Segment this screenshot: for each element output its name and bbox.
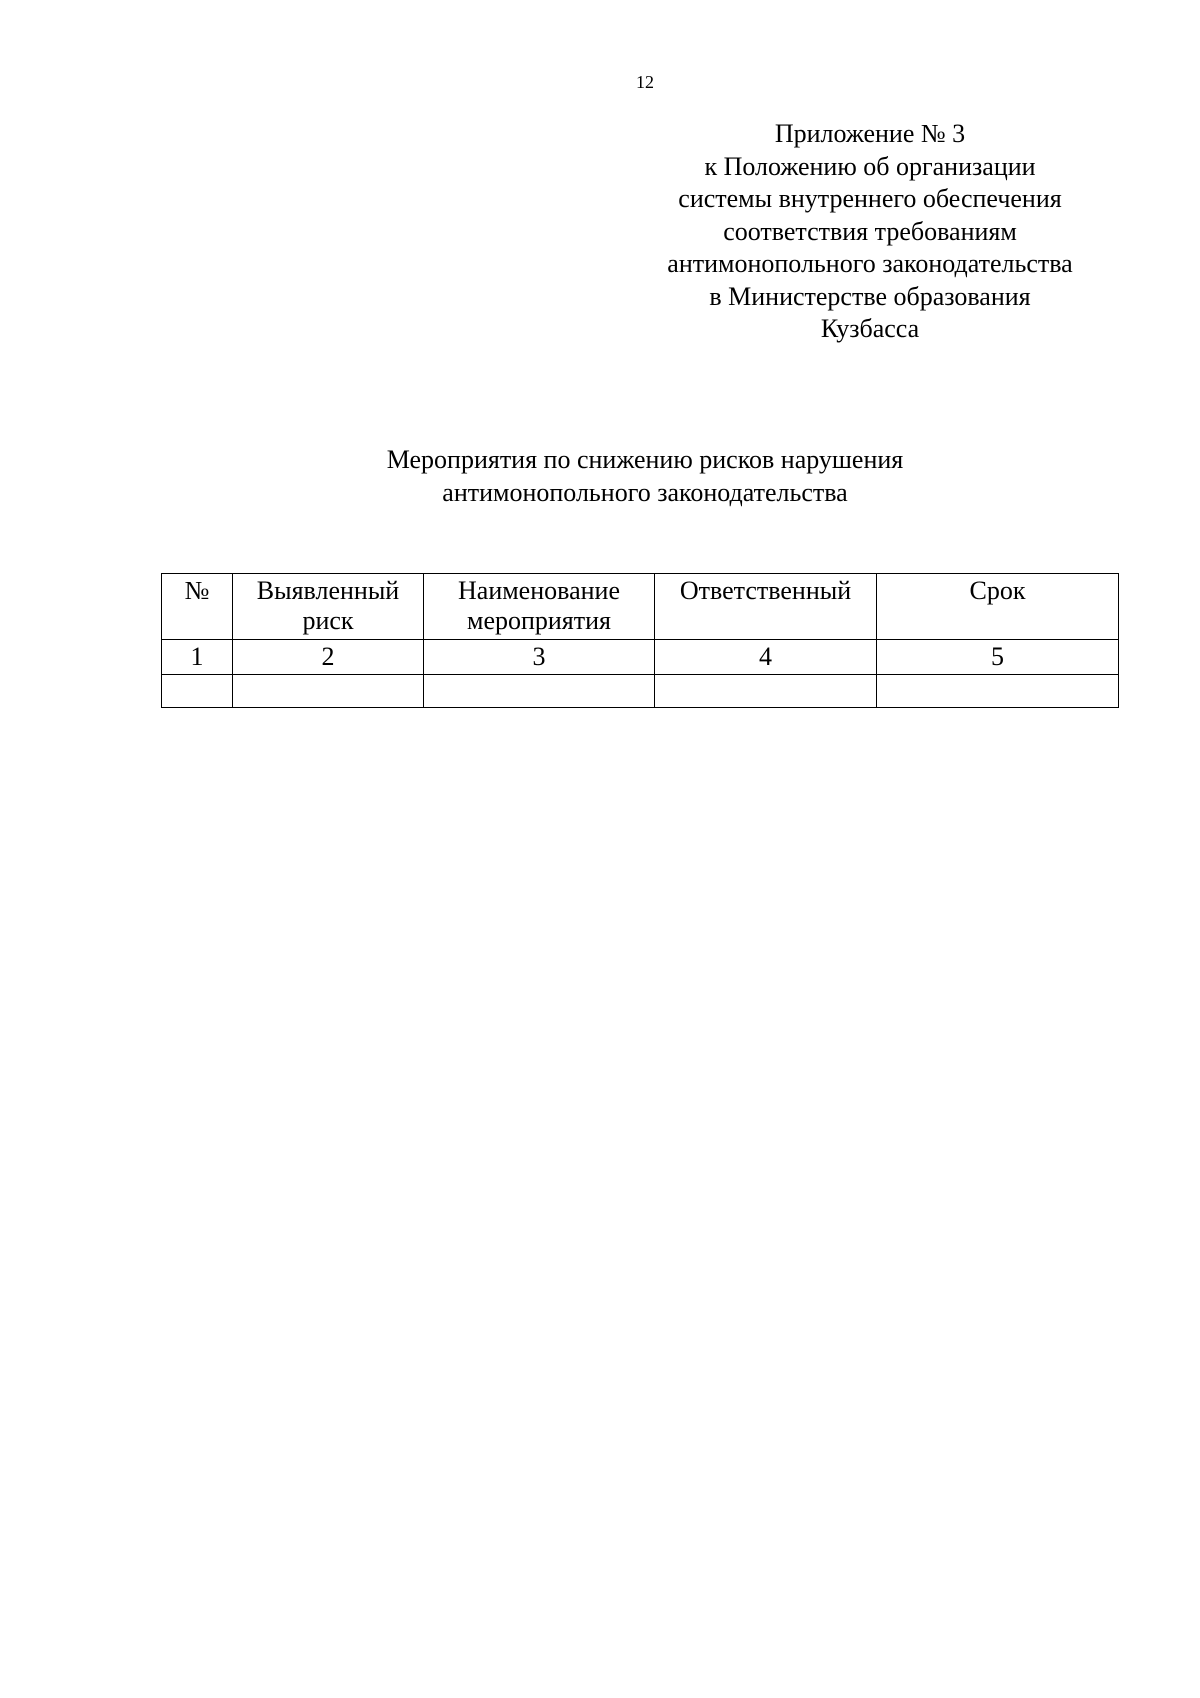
appendix-line: антимонопольного законодательства [667,249,1073,278]
table-cell [162,675,233,708]
table-cell: 1 [162,640,233,675]
table-cell: 5 [877,640,1119,675]
table-row [162,675,1119,708]
header-measure-name [424,574,655,640]
document-title [150,444,1140,509]
header-deadline [877,574,1119,640]
header-identified-risk [233,574,424,640]
header-text: Наименование [458,576,620,605]
table-cell [655,675,877,708]
table-cell [877,675,1119,708]
header-text: Срок [969,576,1026,605]
table-cell: 2 [233,640,424,675]
appendix-line: в Министерстве образования [709,281,1031,311]
appendix-line: соответствия требованиям [723,216,1017,246]
header-text: Выявленный [256,576,400,605]
appendix-line: Кузбасса [820,314,920,343]
appendix-header [620,118,1120,346]
title-line: антимонопольного законодательства [442,477,848,507]
measures-table [161,573,1119,708]
table-cell [233,675,424,708]
appendix-line: Приложение № 3 [774,119,966,148]
header-text: Ответственный [679,576,852,605]
header-text: риск [302,606,354,635]
appendix-line: к Положению об организации [704,151,1036,181]
header-text: мероприятия [466,606,611,635]
header-responsible [655,574,877,640]
table-header-row [162,574,1119,640]
title-line: Мероприятия по снижению рисков нарушения [386,445,904,474]
page-number: 12 [636,72,654,92]
appendix-line: системы внутреннего обеспечения [678,184,1062,213]
header-number [162,574,233,640]
table-cell: 4 [655,640,877,675]
table-cell: 3 [424,640,655,675]
table-row [162,640,1119,675]
table-cell [424,675,655,708]
header-text: № [184,576,210,605]
